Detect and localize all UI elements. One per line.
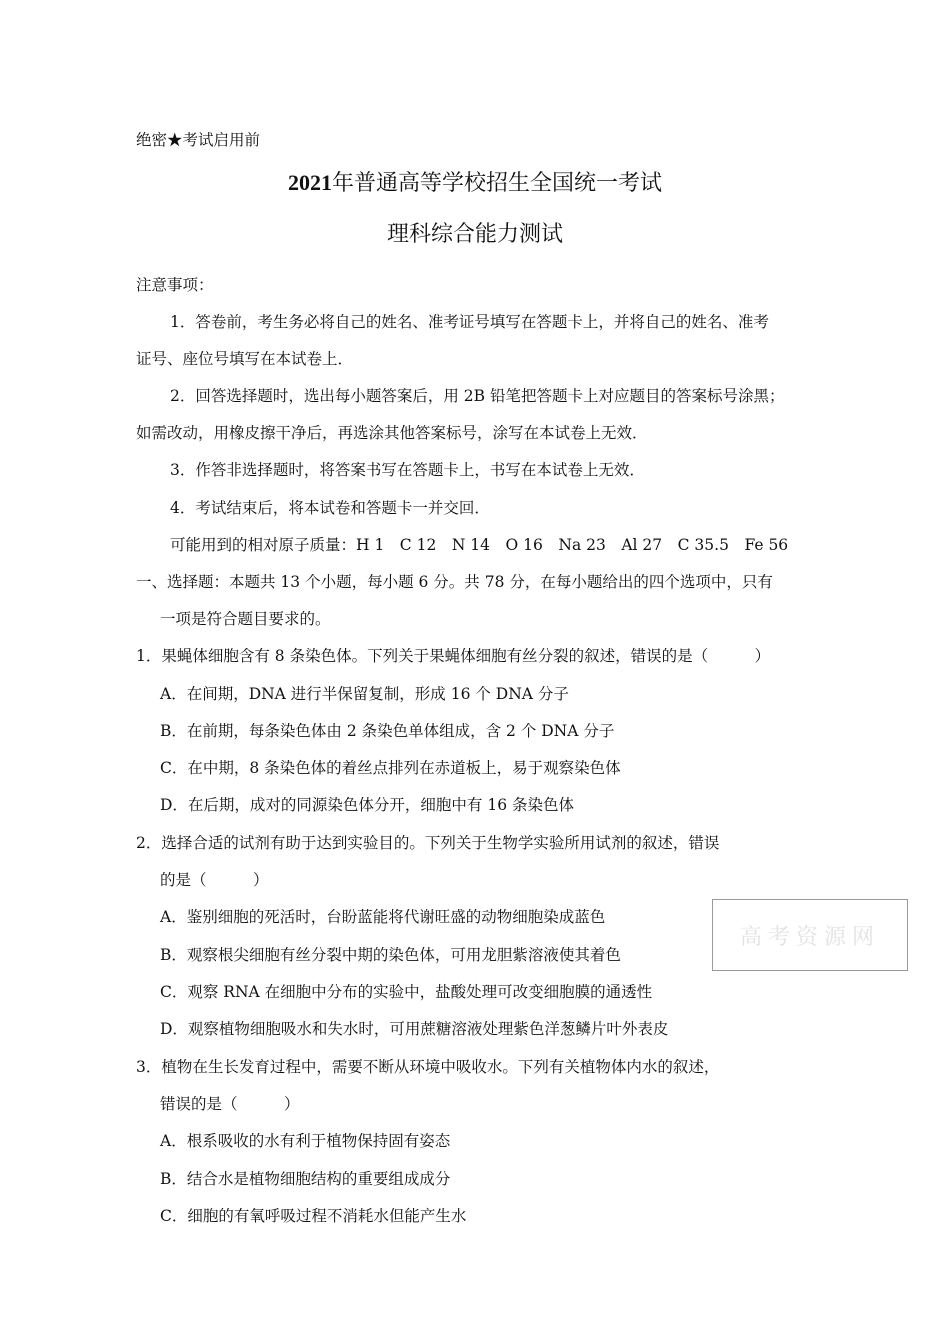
notice-item-1: 1．答卷前，考生务必将自己的姓名、准考证号填写在答题卡上，并将自己的姓名、准考 <box>170 313 769 331</box>
notice-item-1-cont: 证号、座位号填写在本试卷上． <box>136 350 354 368</box>
question-2-option-b: B．观察根尖细胞有丝分裂中期的染色体，可用龙胆紫溶液使其着色 <box>160 946 621 964</box>
exam-subtitle: 理科综合能力测试 <box>386 222 563 247</box>
exam-title-text: 年普通高等学校招生全国统一考试 <box>331 171 662 196</box>
notice-item-4: 4．考试结束后，将本试卷和答题卡一并交回． <box>170 499 490 517</box>
secret-label: 绝密★考试启用前 <box>136 131 261 149</box>
question-2-stem-cont: 的是（ ） <box>160 871 269 889</box>
question-1-option-b: B．在前期，每条染色体由 2 条染色单体组成，含 2 个 DNA 分子 <box>160 722 615 740</box>
question-3-stem: 3．植物在生长发育过程中，需要不断从环境中吸收水。下列有关植物体内水的叙述， <box>136 1058 720 1076</box>
atomic-mass-list: 可能用到的相对原子质量：H 1 C 12 N 14 O 16 Na 23 Al 27 C 35.5 Fe 56 <box>170 536 789 554</box>
watermark-text: 高考资源网 <box>739 924 880 950</box>
exam-year: 2021 <box>287 170 332 195</box>
section-heading-cont: 一项是符合题目要求的。 <box>160 610 331 628</box>
notice-item-2-cont: 如需改动，用橡皮擦干净后，再选涂其他答案标号，涂写在本试卷上无效． <box>136 424 648 442</box>
question-3-stem-cont: 错误的是（ ） <box>160 1095 300 1113</box>
question-1-option-a: A．在间期，DNA 进行半保留复制，形成 16 个 DNA 分子 <box>160 685 569 703</box>
question-2-stem: 2．选择合适的试剂有助于达到实验目的。下列关于生物学实验所用试剂的叙述，错误 <box>136 834 720 852</box>
notice-item-2: 2．回答选择题时，选出每小题答案后，用 2B 铅笔把答题卡上对应题目的答案标号涂黑； <box>170 387 785 405</box>
question-3-option-c: C．细胞的有氧呼吸过程不消耗水但能产生水 <box>160 1207 467 1225</box>
question-2-option-d: D．观察植物细胞吸水和失水时，可用蔗糖溶液处理紫色洋葱鳞片叶外表皮 <box>160 1020 669 1038</box>
watermark-box <box>712 899 908 971</box>
question-2-option-a: A．鉴别细胞的死活时，台盼蓝能将代谢旺盛的动物细胞染成蓝色 <box>160 908 606 926</box>
section-heading: 一、选择题：本题共 13 个小题，每小题 6 分。共 78 分，在每小题给出的四个选项中，只有 <box>136 573 773 591</box>
notice-item-3: 3．作答非选择题时，将答案书写在答题卡上，书写在本试卷上无效． <box>170 461 645 479</box>
exam-title <box>0 172 950 195</box>
question-2-option-c: C．观察 RNA 在细胞中分布的实验中，盐酸处理可改变细胞膜的通透性 <box>160 983 653 1001</box>
notice-heading: 注意事项： <box>136 276 214 294</box>
question-1-stem: 1．果蝇体细胞含有 8 条染色体。下列关于果蝇体细胞有丝分裂的叙述，错误的是（ ） <box>136 647 771 665</box>
question-1-option-c: C．在中期，8 条染色体的着丝点排列在赤道板上，易于观察染色体 <box>160 759 621 777</box>
question-1-option-d: D．在后期，成对的同源染色体分开，细胞中有 16 条染色体 <box>160 796 575 814</box>
question-3-option-b: B．结合水是植物细胞结构的重要组成成分 <box>160 1170 451 1188</box>
question-3-option-a: A．根系吸收的水有利于植物保持固有姿态 <box>160 1132 451 1150</box>
